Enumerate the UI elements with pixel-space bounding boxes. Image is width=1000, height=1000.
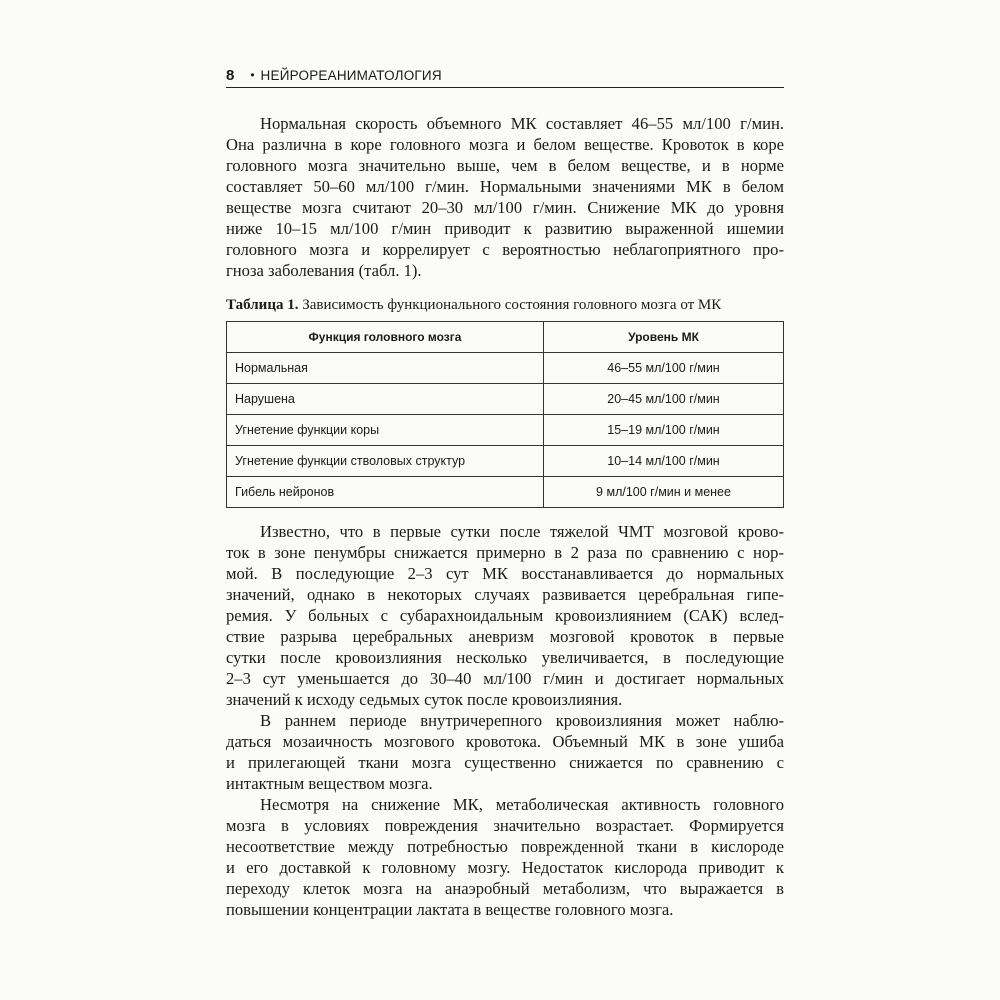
- paragraph-2: [226, 521, 784, 710]
- text-line: В раннем периоде внутричерепного кровоизлияния может наблю-: [260, 711, 784, 730]
- paragraph-3: [226, 710, 784, 794]
- table-row: [227, 446, 784, 477]
- text-line: составляет 50–60 мл/100 г/мин. Нормальными значениями МК в белом: [226, 177, 784, 196]
- table-header-function: Функция головного мозга: [227, 322, 544, 353]
- text-line: интактным веществом мозга.: [226, 774, 433, 793]
- table-cell-level: 20–45 мл/100 г/мин: [544, 384, 784, 415]
- table-caption: [226, 295, 784, 315]
- table-cell-function: Угнетение функции коры: [227, 415, 544, 446]
- text-line: и прилегающей ткани мозга существенно снижается по сравнению с: [226, 753, 784, 772]
- text-line: и его доставкой к головному мозгу. Недостаток кислорода приводит к: [226, 858, 784, 877]
- table-cell-level: 10–14 мл/100 г/мин: [544, 446, 784, 477]
- text-line: сутки после кровоизлияния несколько увеличивается, в последующие: [226, 648, 784, 667]
- text-line: значений к исходу седьмых суток после кровоизлияния.: [226, 690, 623, 709]
- text-line: мой. В последующие 2–3 сут МК восстанавливается до нормальных: [226, 564, 784, 583]
- text-line: Известно, что в первые сутки после тяжелой ЧМТ мозговой крово-: [260, 522, 784, 541]
- text-line: несоответствие между потребностью поврежденной ткани в кислороде: [226, 837, 784, 856]
- text-line: ремия. У больных с субарахноидальным кровоизлиянием (САК) вслед-: [226, 606, 784, 625]
- text-line: ток в зоне пенумбры снижается примерно в 2 раза по сравнению с нор-: [226, 543, 784, 562]
- table-cell-level: 9 мл/100 г/мин и менее: [544, 477, 784, 508]
- table-cell-function: Угнетение функции стволовых структур: [227, 446, 544, 477]
- table-cell-function: Нормальная: [227, 353, 544, 384]
- table-header-row: [227, 322, 784, 353]
- table-cell-level: 15–19 мл/100 г/мин: [544, 415, 784, 446]
- text-line: Нормальная скорость объемного МК составляет 46–55 мл/100 г/мин.: [260, 114, 784, 133]
- text-line: мозга в условиях повреждения значительно возрастает. Формируется: [226, 816, 784, 835]
- running-header: [226, 64, 784, 86]
- text-line: веществе мозга считают 20–30 мл/100 г/мин. Снижение МК до уровня: [226, 198, 784, 217]
- section-title: НЕЙРОРЕАНИМАТОЛОГИЯ: [260, 67, 442, 83]
- mk-table: [226, 321, 784, 508]
- page-number: 8: [226, 66, 235, 84]
- table-row: [227, 384, 784, 415]
- table-row: [227, 415, 784, 446]
- text-line: даться мозаичность мозгового кровотока. Объемный МК в зоне ушиба: [226, 732, 784, 751]
- text-line: 2–3 сут уменьшается до 30–40 мл/100 г/мин и достигает нормальных: [226, 669, 784, 688]
- table-cell-function: Нарушена: [227, 384, 544, 415]
- text-line: головного мозга значительно выше, чем в белом веществе, и в норме: [226, 156, 784, 175]
- table-row: [227, 353, 784, 384]
- text-line: ствие разрыва церебральных аневризм мозговой кровоток в первые: [226, 627, 784, 646]
- text-line: Несмотря на снижение МК, метаболическая активность головного: [260, 795, 784, 814]
- table-caption-text: Зависимость функционального состояния головного мозга от МК: [298, 297, 722, 313]
- table-caption-label: Таблица 1.: [226, 297, 299, 313]
- text-line: головного мозга и коррелирует с вероятностью неблагоприятного про-: [226, 240, 784, 259]
- table-cell-level: 46–55 мл/100 г/мин: [544, 353, 784, 384]
- paragraph-1: [226, 113, 784, 281]
- text-line: повышении концентрации лактата в веществе головного мозга.: [226, 900, 674, 919]
- table-row: [227, 477, 784, 508]
- text-line: Она различна в коре головного мозга и белом веществе. Кровоток в коре: [226, 135, 784, 154]
- header-rule: [226, 87, 784, 88]
- table-header-level: Уровень МК: [544, 322, 784, 353]
- header-bullet: •: [250, 68, 255, 82]
- paragraph-4: [226, 794, 784, 920]
- text-line: переходу клеток мозга на анаэробный метаболизм, что выражается в: [226, 879, 784, 898]
- text-line: ниже 10–15 мл/100 г/мин приводит к развитию выраженной ишемии: [226, 219, 784, 238]
- text-line: значений, однако в некоторых случаях развивается церебральная гипе-: [226, 585, 784, 604]
- table-cell-function: Гибель нейронов: [227, 477, 544, 508]
- text-line: гноза заболевания (табл. 1).: [226, 261, 422, 280]
